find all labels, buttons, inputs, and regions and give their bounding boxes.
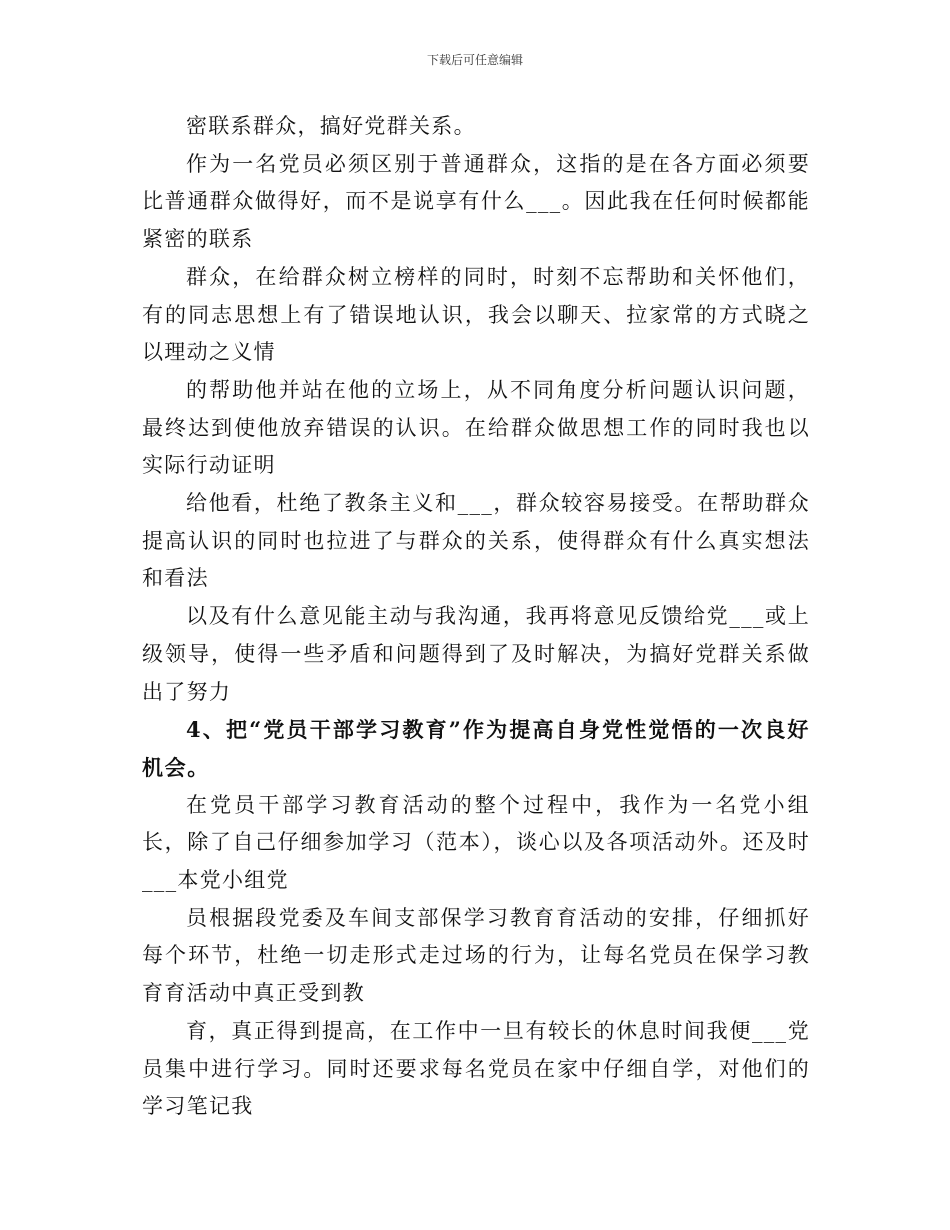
page-header: 下载后可任意编辑 bbox=[426, 53, 523, 67]
paragraph-5: 给他看，杜绝了教条主义和___，群众较容易接受。在帮助群众提高认识的同时也拉进了与群众的关系，使得群众有什么真实想法和看法 bbox=[142, 491, 810, 591]
paragraph-2: 作为一名党员必须区别于普通群众，这指的是在各方面必须要比普通群众做得好，而不是说享有什么___。因此我在任何时候都能紧密的联系 bbox=[142, 151, 810, 252]
paragraph-4: 的帮助他并站在他的立场上，从不同角度分析问题认识问题，最终达到使他放弃错误的认识。在给群众做思想工作的同时我也以实际行动证明 bbox=[142, 377, 810, 478]
paragraph-3: 群众，在给群众树立榜样的同时，时刻不忘帮助和关怀他们，有的同志思想上有了错误地认识，我会以聊天、拉家常的方式晓之以理动之义情 bbox=[142, 264, 810, 365]
paragraph-8: 员根据段党委及车间支部保学习教育育活动的安排，仔细抓好每个环节，杜绝一切走形式走过场的行为，让每名党员在保学习教育育活动中真正受到教 bbox=[142, 905, 810, 1006]
section-heading: 4、把“党员干部学习教育”作为提高自身党性觉悟的一次良好机会。 bbox=[142, 717, 810, 780]
paragraph-6: 以及有什么意见能主动与我沟通，我再将意见反馈给党___或上级领导，使得一些矛盾和问题得到了及时解决，为搞好党群关系做出了努力 bbox=[142, 604, 810, 704]
paragraph-9: 育，真正得到提高，在工作中一旦有较长的休息时间我便___党员集中进行学习。同时还要求每名党员在家中仔细自学，对他们的学习笔记我 bbox=[142, 1018, 810, 1119]
paragraph-7: 在党员干部学习教育活动的整个过程中，我作为一名党小组长，除了自己仔细参加学习（范本），谈心以及各项活动外。还及时___本党小组党 bbox=[142, 792, 810, 893]
paragraph-1: 密联系群众，搞好党群关系。 bbox=[186, 114, 476, 138]
document-body bbox=[142, 108, 810, 1126]
